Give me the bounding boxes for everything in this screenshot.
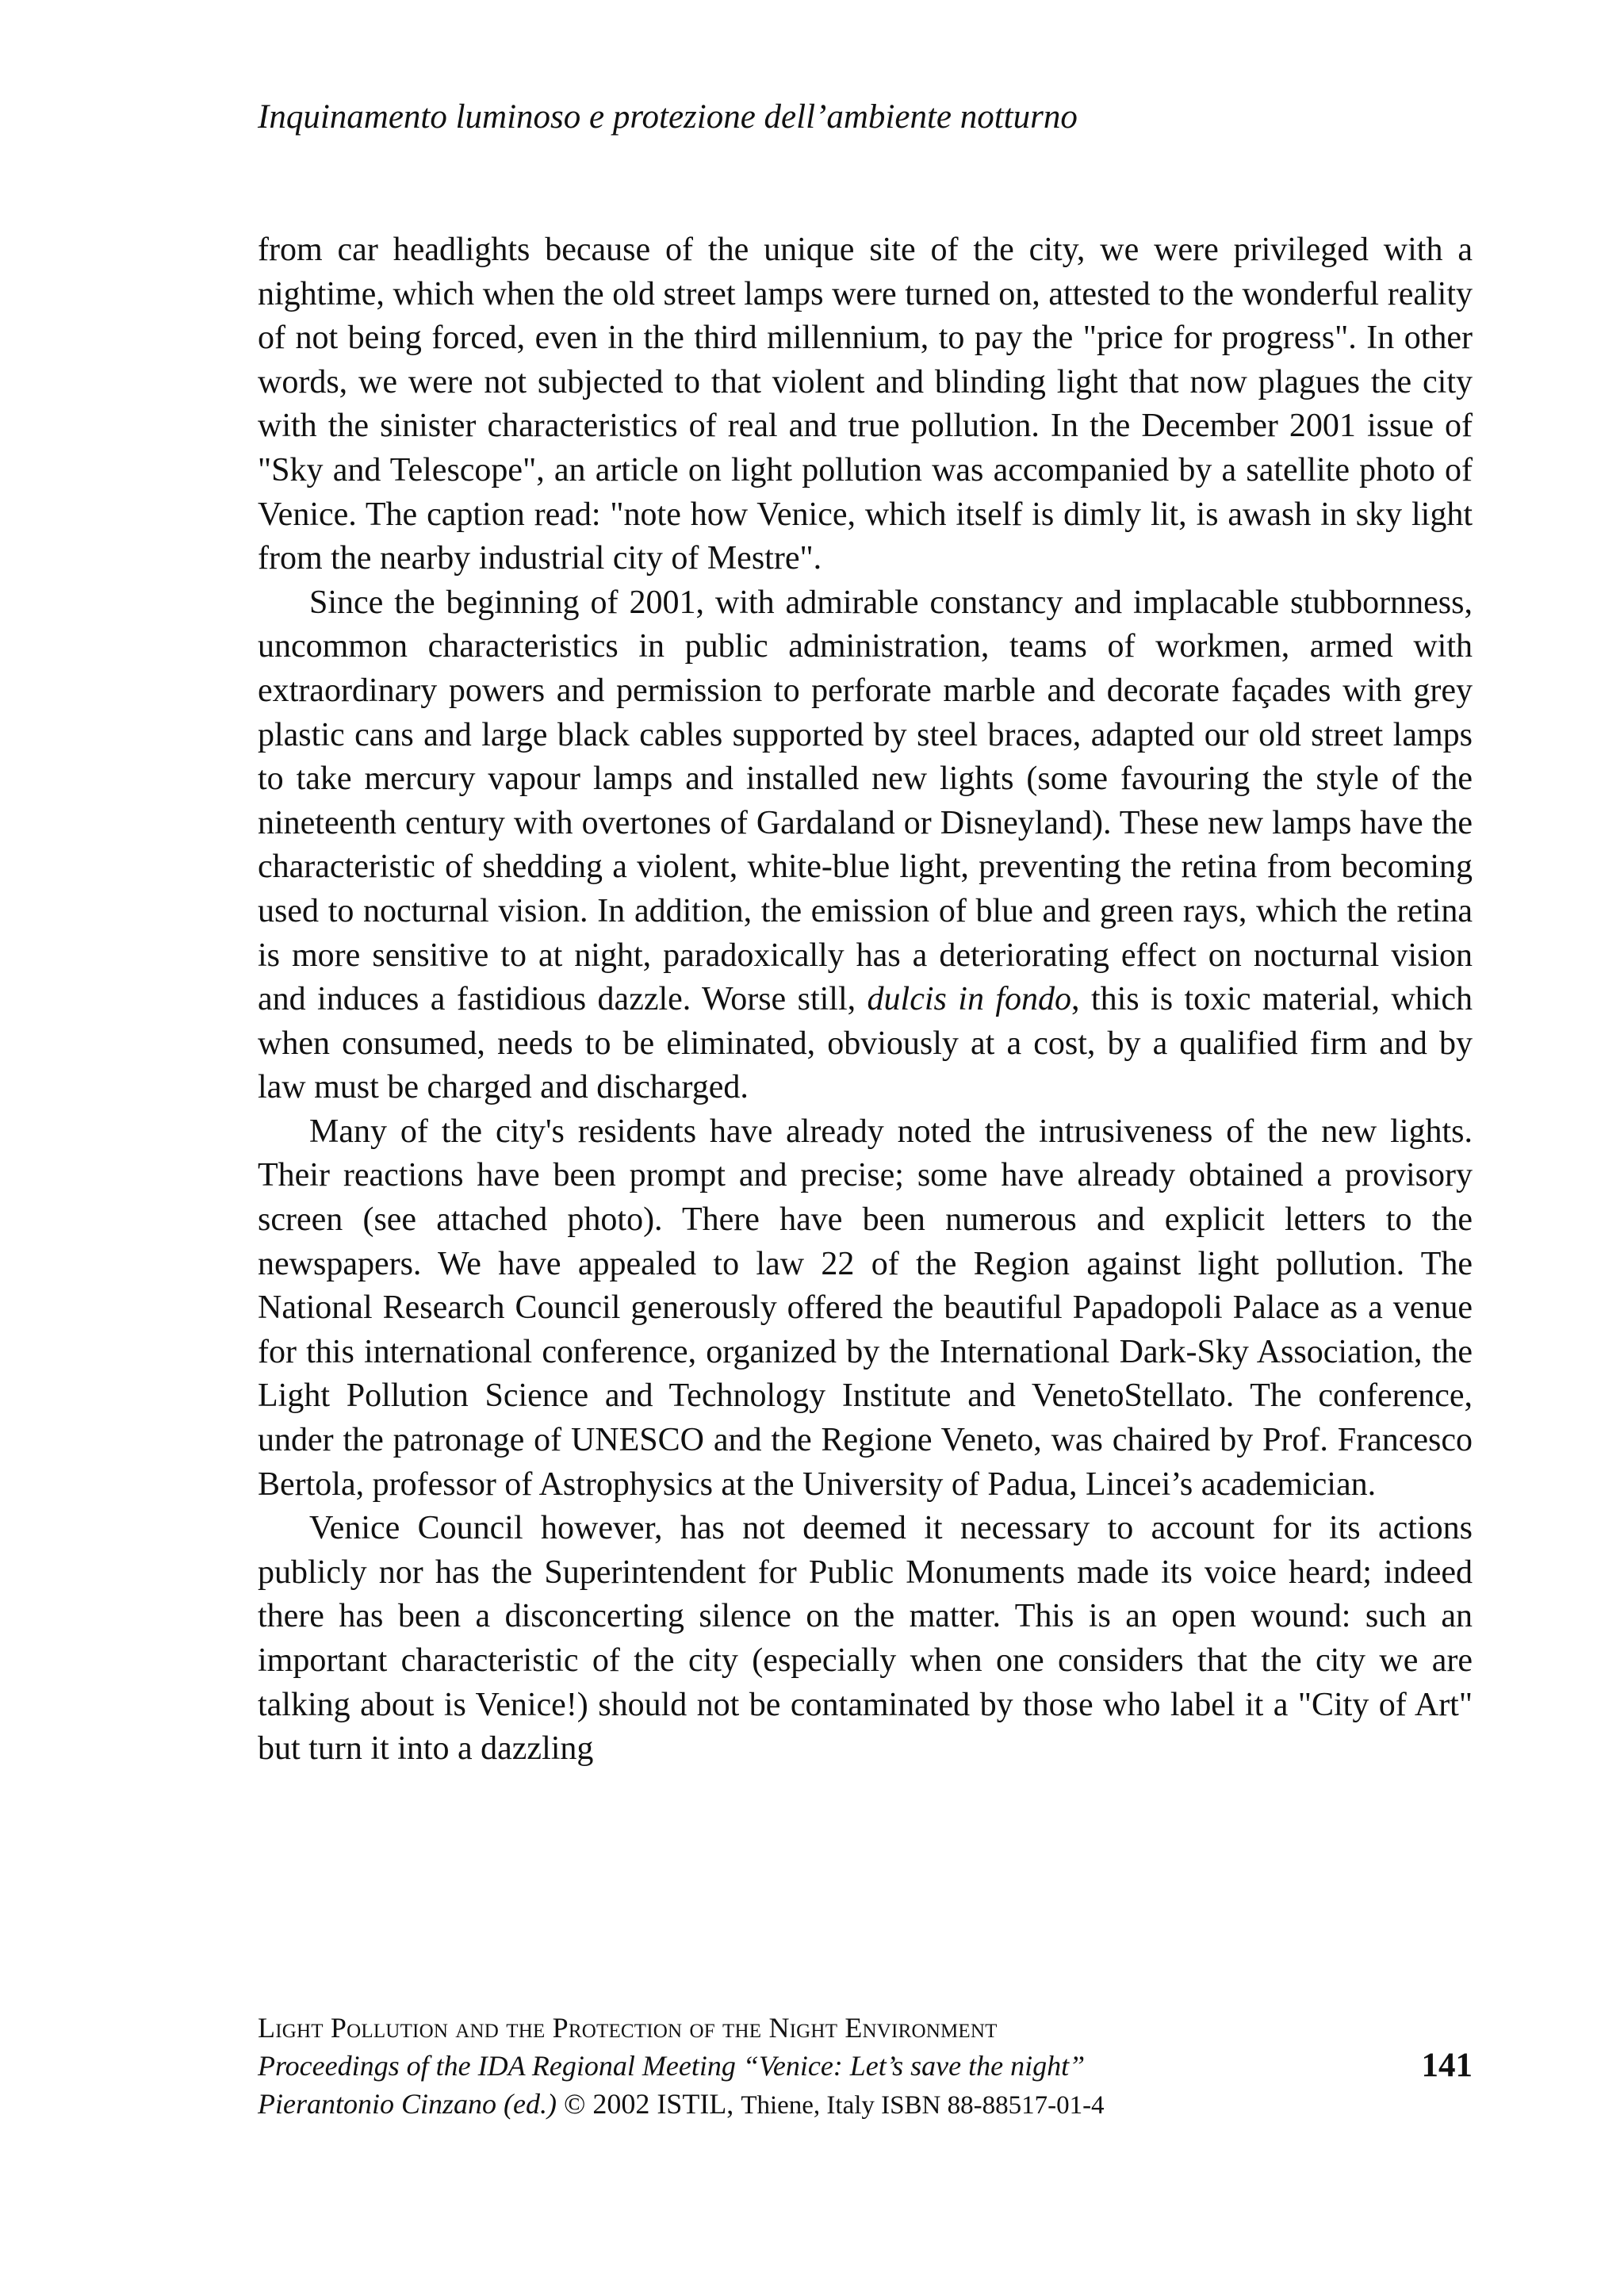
- footer-copyright: © 2002 ISTIL,: [556, 2088, 741, 2120]
- paragraph-2: [258, 581, 1473, 1110]
- footer-proceedings: Proceedings of the IDA Regional Meeting “Venice: Let’s save the night”: [258, 2050, 1086, 2082]
- paragraph-2-text-b: , this is toxic material, which when consumed, needs to be eliminated, obviously at a cost, by a qualified firm and by law must be charged and discharged.: [258, 981, 1473, 1106]
- paragraph-2-latin-phrase: dulcis in fondo: [867, 981, 1072, 1018]
- footer-editor: Pierantonio Cinzano (ed.): [258, 2088, 557, 2120]
- running-head: Inquinamento luminoso e protezione dell’ambiente notturno: [258, 98, 1078, 136]
- footer-series-title: Light Pollution and the Protection of the Night Environment: [258, 2012, 998, 2044]
- body-text: [258, 228, 1473, 1772]
- paragraph-3: Many of the city's residents have already noted the intrusiveness of the new lights. Their reactions have been prompt and precise; some have already obtained a provisory screen (see attached photo). There have been numerous and explicit letters to the newspapers. We have appealed to law 22 of the Region against light pollution. The National Research Council generously offered the beautiful Papadopoli Palace as a venue for this international conference, organized by the International Dark-Sky Association, the Light Pollution Science and Technology Institute and VenetoStellato. The conference, under the patronage of UNESCO and the Regione Veneto, was chaired by Prof. Francesco Bertola, professor of Astrophysics at the University of Padua, Lincei’s academician.: [258, 1113, 1473, 1503]
- footer-publisher-isbn: Thiene, Italy ISBN 88-88517-01-4: [741, 2091, 1105, 2120]
- paragraph-2-text-a: Since the beginning of 2001, with admirable constancy and implacable stubbornness, uncommon characteristics in public administration, teams of workmen, armed with extraordinary powers and permission to perforate marble and decorate façades with grey plastic cans and large black cables supported by steel braces, adapted our old street lamps to take mercury vapour lamps and installed new lights (some favouring the style of the nineteenth century with overtones of Gardaland or Disneyland). These new lamps have the characteristic of shedding a violent, white-blue light, preventing the retina from becoming used to nocturnal vision. In addition, the emission of blue and green rays, which the retina is more sensitive to at night, paradoxically has a deteriorating effect on nocturnal vision and induces a fastidious dazzle. Worse still,: [258, 584, 1473, 1018]
- paragraph-4: Venice Council however, has not deemed it necessary to account for its actions publicly nor has the Superintendent for Public Monuments made its voice heard; indeed there has been a disconcerting silence on the matter. This is an open wound: such an important characteristic of the city (especially when one considers that the city we are talking about is Venice!) should not be contaminated by those who label it a "City of Art" but turn it into a dazzling: [258, 1510, 1473, 1768]
- footer-publication-info: [258, 2085, 1473, 2124]
- page-number: 141: [1421, 2047, 1473, 2084]
- paragraph-1: from car headlights because of the unique site of the city, we were privileged with a nightime, which when the old street lamps were turned on, attested to the wonderful reality of not being forced, even in the third millennium, to pay the "price for progress". In other words, we were not subjected to that violent and blinding light that now plagues the city with the sinister characteristics of real and true pollution. In the December 2001 issue of "Sky and Telescope", an article on light pollution was accompanied by a satellite photo of Venice. The caption read: "note how Venice, which itself is dimly lit, is awash in sky light from the nearby industrial city of Mestre".: [258, 232, 1473, 577]
- page-footer: [258, 2009, 1473, 2124]
